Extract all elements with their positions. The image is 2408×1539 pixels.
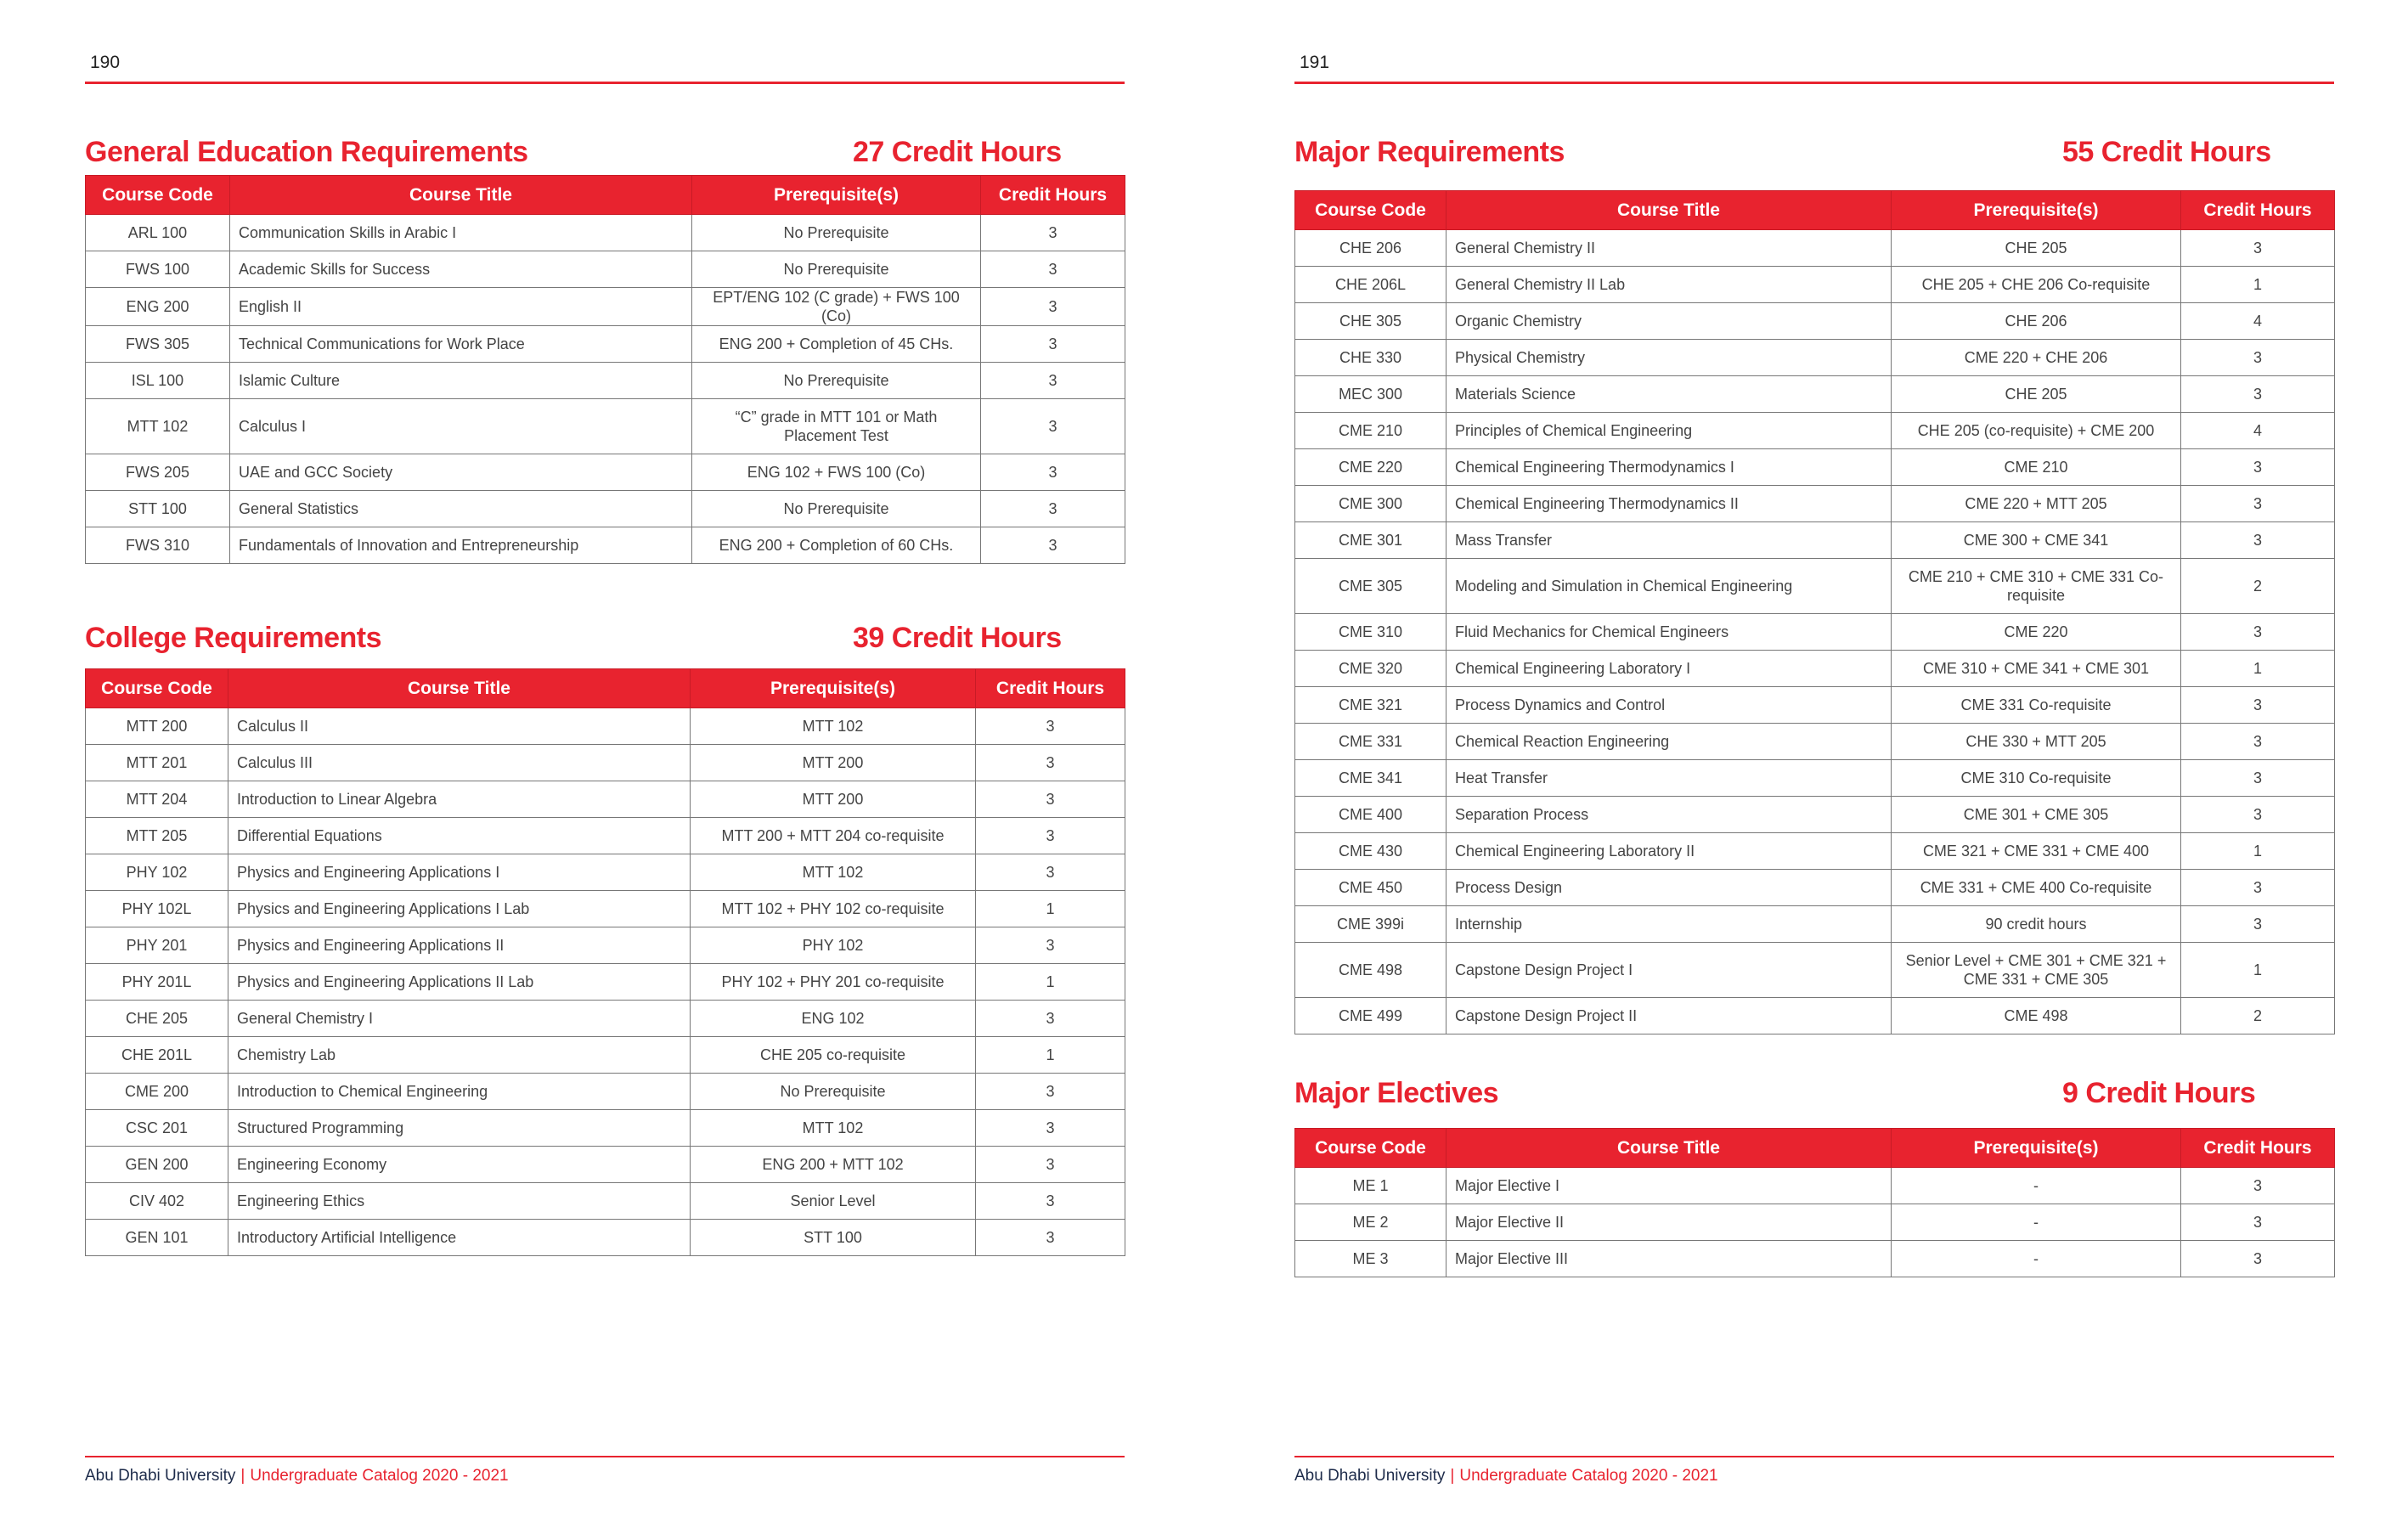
cell-course-title: Fluid Mechanics for Chemical Engineers [1446, 614, 1892, 651]
table-row [86, 454, 1125, 491]
cell-course-title: Heat Transfer [1446, 760, 1892, 797]
cell-credit-hours: 3 [2181, 1204, 2335, 1241]
cell-course-code: CME 320 [1295, 651, 1446, 687]
column-header-course-title: Course Title [1446, 191, 1892, 230]
table-row [86, 745, 1125, 781]
cell-course-code: CME 321 [1295, 687, 1446, 724]
section-title-electives: Major Electives [1294, 1077, 1499, 1109]
cell-credit-hours: 3 [981, 399, 1125, 454]
cell-course-code: CHE 205 [86, 1001, 228, 1037]
cell-course-title: Physical Chemistry [1446, 340, 1892, 376]
cell-course-code: STT 100 [86, 491, 230, 527]
table-row [86, 708, 1125, 745]
cell-credit-hours: 3 [2181, 760, 2335, 797]
table-row [86, 1001, 1125, 1037]
cell-credit-hours: 3 [976, 1110, 1125, 1147]
cell-course-code: FWS 310 [86, 527, 230, 564]
cell-course-code: CME 310 [1295, 614, 1446, 651]
cell-course-code: PHY 201 [86, 927, 228, 964]
cell-course-title: Engineering Ethics [228, 1183, 691, 1220]
cell-prerequisites: CHE 206 [1892, 303, 2181, 340]
cell-credit-hours: 3 [2181, 797, 2335, 833]
table-row [1295, 267, 2335, 303]
cell-course-title: Chemical Reaction Engineering [1446, 724, 1892, 760]
cell-course-title: Introductory Artificial Intelligence [228, 1220, 691, 1256]
cell-credit-hours: 1 [2181, 651, 2335, 687]
cell-course-code: MTT 102 [86, 399, 230, 454]
cell-credit-hours: 3 [976, 927, 1125, 964]
cell-course-code: ENG 200 [86, 288, 230, 326]
cell-course-title: General Chemistry II Lab [1446, 267, 1892, 303]
cell-prerequisites: EPT/ENG 102 (C grade) + FWS 100 (Co) [692, 288, 981, 326]
table-row [86, 527, 1125, 564]
cell-prerequisites: - [1892, 1168, 2181, 1204]
cell-course-title: Technical Communications for Work Place [230, 326, 692, 363]
cell-course-code: MTT 204 [86, 781, 228, 818]
table-row [86, 854, 1125, 891]
cell-prerequisites: CHE 205 [1892, 376, 2181, 413]
table-row [1295, 413, 2335, 449]
cell-prerequisites: PHY 102 [691, 927, 976, 964]
table-row [86, 326, 1125, 363]
cell-course-title: Process Dynamics and Control [1446, 687, 1892, 724]
cell-prerequisites: No Prerequisite [692, 363, 981, 399]
cell-prerequisites: No Prerequisite [691, 1074, 976, 1110]
cell-prerequisites: CME 321 + CME 331 + CME 400 [1892, 833, 2181, 870]
cell-course-code: CHE 305 [1295, 303, 1446, 340]
cell-prerequisites: CME 331 + CME 400 Co-requisite [1892, 870, 2181, 906]
cell-prerequisites: MTT 200 [691, 781, 976, 818]
column-header-course-title: Course Title [230, 176, 692, 215]
cell-course-code: CME 400 [1295, 797, 1446, 833]
cell-prerequisites: CME 310 Co-requisite [1892, 760, 2181, 797]
cell-course-code: GEN 101 [86, 1220, 228, 1256]
cell-course-title: General Statistics [230, 491, 692, 527]
cell-credit-hours: 3 [2181, 522, 2335, 559]
cell-prerequisites: MTT 200 + MTT 204 co-requisite [691, 818, 976, 854]
column-header-credit-hours: Credit Hours [981, 176, 1125, 215]
cell-course-title: Physics and Engineering Applications I [228, 854, 691, 891]
cell-prerequisites: CME 220 + CHE 206 [1892, 340, 2181, 376]
cell-credit-hours: 1 [2181, 267, 2335, 303]
cell-course-title: Academic Skills for Success [230, 251, 692, 288]
cell-credit-hours: 1 [976, 964, 1125, 1001]
cell-course-title: Structured Programming [228, 1110, 691, 1147]
table-row [1295, 687, 2335, 724]
cell-course-code: CSC 201 [86, 1110, 228, 1147]
section-credit-hours: 55 Credit Hours [2062, 136, 2271, 168]
cell-credit-hours: 3 [976, 708, 1125, 745]
cell-prerequisites: CME 498 [1892, 998, 2181, 1034]
cell-prerequisites: CHE 205 co-requisite [691, 1037, 976, 1074]
cell-course-code: PHY 201L [86, 964, 228, 1001]
cell-credit-hours: 1 [2181, 833, 2335, 870]
cell-prerequisites: MTT 102 [691, 854, 976, 891]
cell-course-title: Major Elective I [1446, 1168, 1892, 1204]
cell-course-title: Major Elective II [1446, 1204, 1892, 1241]
cell-credit-hours: 3 [2181, 1168, 2335, 1204]
cell-course-title: Modeling and Simulation in Chemical Engineering [1446, 559, 1892, 614]
footer-separator: | [240, 1467, 245, 1485]
cell-credit-hours: 3 [2181, 614, 2335, 651]
table-row [86, 1220, 1125, 1256]
column-header-course-title: Course Title [1446, 1129, 1892, 1168]
cell-course-title: Separation Process [1446, 797, 1892, 833]
cell-course-code: CHE 206L [1295, 267, 1446, 303]
footer-catalog: Undergraduate Catalog 2020 - 2021 [1459, 1467, 1718, 1485]
table-row [86, 1110, 1125, 1147]
column-header-course-code: Course Code [1295, 191, 1446, 230]
cell-prerequisites: CME 210 [1892, 449, 2181, 486]
table-row [86, 818, 1125, 854]
cell-credit-hours: 3 [981, 491, 1125, 527]
cell-prerequisites: CME 220 [1892, 614, 2181, 651]
cell-course-code: MTT 201 [86, 745, 228, 781]
column-header-prerequisites: Prerequisite(s) [691, 669, 976, 708]
cell-course-code: CME 220 [1295, 449, 1446, 486]
cell-course-code: CME 399i [1295, 906, 1446, 943]
cell-course-code: FWS 100 [86, 251, 230, 288]
cell-prerequisites: MTT 102 + PHY 102 co-requisite [691, 891, 976, 927]
cell-course-code: CME 430 [1295, 833, 1446, 870]
cell-credit-hours: 3 [981, 363, 1125, 399]
header-rule [1294, 82, 2334, 84]
cell-prerequisites: - [1892, 1204, 2181, 1241]
cell-credit-hours: 3 [2181, 340, 2335, 376]
cell-course-title: Engineering Economy [228, 1147, 691, 1183]
cell-course-title: Capstone Design Project II [1446, 998, 1892, 1034]
cell-course-code: CME 499 [1295, 998, 1446, 1034]
cell-course-code: CME 200 [86, 1074, 228, 1110]
cell-prerequisites: CME 301 + CME 305 [1892, 797, 2181, 833]
cell-prerequisites: CHE 205 (co-requisite) + CME 200 [1892, 413, 2181, 449]
cell-course-title: Organic Chemistry [1446, 303, 1892, 340]
cell-course-code: GEN 200 [86, 1147, 228, 1183]
column-header-course-title: Course Title [228, 669, 691, 708]
cell-prerequisites: Senior Level + CME 301 + CME 321 + CME 331 + CME 305 [1892, 943, 2181, 998]
table-row [1295, 303, 2335, 340]
cell-credit-hours: 3 [2181, 376, 2335, 413]
cell-prerequisites: MTT 102 [691, 1110, 976, 1147]
table-row [86, 363, 1125, 399]
cell-course-code: CME 305 [1295, 559, 1446, 614]
major-requirements-table [1294, 190, 2335, 1034]
footer-university: Abu Dhabi University [1294, 1467, 1446, 1485]
cell-course-title: Introduction to Linear Algebra [228, 781, 691, 818]
cell-course-code: CME 450 [1295, 870, 1446, 906]
cell-course-code: FWS 205 [86, 454, 230, 491]
cell-credit-hours: 3 [2181, 230, 2335, 267]
section-credit-hours: 27 Credit Hours [853, 136, 1062, 168]
column-header-prerequisites: Prerequisite(s) [1892, 191, 2181, 230]
table-row [86, 964, 1125, 1001]
table-row [1295, 340, 2335, 376]
cell-course-title: Capstone Design Project I [1446, 943, 1892, 998]
cell-credit-hours: 3 [981, 288, 1125, 326]
table-row [86, 215, 1125, 251]
cell-course-title: Physics and Engineering Applications I Lab [228, 891, 691, 927]
cell-prerequisites: No Prerequisite [692, 251, 981, 288]
cell-credit-hours: 3 [981, 251, 1125, 288]
cell-prerequisites: STT 100 [691, 1220, 976, 1256]
cell-credit-hours: 4 [2181, 413, 2335, 449]
cell-credit-hours: 3 [981, 527, 1125, 564]
cell-prerequisites: ENG 200 + Completion of 60 CHs. [692, 527, 981, 564]
catalog-page-right [1204, 0, 2408, 1539]
table-row [86, 1147, 1125, 1183]
table-row [1295, 230, 2335, 267]
cell-prerequisites: MTT 102 [691, 708, 976, 745]
cell-credit-hours: 3 [2181, 687, 2335, 724]
cell-course-code: CIV 402 [86, 1183, 228, 1220]
table-row [86, 781, 1125, 818]
cell-course-code: PHY 102 [86, 854, 228, 891]
cell-course-title: Communication Skills in Arabic I [230, 215, 692, 251]
cell-course-code: PHY 102L [86, 891, 228, 927]
cell-course-title: English II [230, 288, 692, 326]
cell-credit-hours: 3 [976, 854, 1125, 891]
page-footer [85, 1467, 509, 1485]
cell-course-code: CHE 201L [86, 1037, 228, 1074]
section-credit-hours: 39 Credit Hours [853, 622, 1062, 654]
cell-prerequisites: Senior Level [691, 1183, 976, 1220]
cell-course-title: Calculus II [228, 708, 691, 745]
table-row [1295, 559, 2335, 614]
cell-credit-hours: 3 [976, 1001, 1125, 1037]
table-row [1295, 376, 2335, 413]
section-title-general-education: General Education Requirements [85, 136, 528, 168]
footer-catalog: Undergraduate Catalog 2020 - 2021 [250, 1467, 509, 1485]
cell-course-title: Principles of Chemical Engineering [1446, 413, 1892, 449]
cell-course-code: ME 2 [1295, 1204, 1446, 1241]
table-row [86, 491, 1125, 527]
cell-credit-hours: 3 [981, 215, 1125, 251]
cell-credit-hours: 3 [976, 1147, 1125, 1183]
cell-course-title: Physics and Engineering Applications II [228, 927, 691, 964]
cell-prerequisites: MTT 200 [691, 745, 976, 781]
cell-credit-hours: 1 [2181, 943, 2335, 998]
footer-university: Abu Dhabi University [85, 1467, 236, 1485]
cell-course-code: CME 300 [1295, 486, 1446, 522]
cell-prerequisites: ENG 200 + MTT 102 [691, 1147, 976, 1183]
cell-credit-hours: 3 [976, 1074, 1125, 1110]
section-title-major: Major Requirements [1294, 136, 1565, 168]
cell-credit-hours: 3 [981, 454, 1125, 491]
cell-prerequisites: CHE 330 + MTT 205 [1892, 724, 2181, 760]
footer-rule [1294, 1456, 2334, 1457]
table-row [1295, 998, 2335, 1034]
page-number: 190 [90, 53, 121, 72]
cell-course-code: CME 341 [1295, 760, 1446, 797]
cell-course-code: CME 331 [1295, 724, 1446, 760]
cell-course-code: CHE 330 [1295, 340, 1446, 376]
cell-course-title: Chemical Engineering Laboratory II [1446, 833, 1892, 870]
column-header-prerequisites: Prerequisite(s) [1892, 1129, 2181, 1168]
table-row [1295, 651, 2335, 687]
section-credit-hours: 9 Credit Hours [2062, 1077, 2256, 1109]
cell-prerequisites: CME 331 Co-requisite [1892, 687, 2181, 724]
column-header-credit-hours: Credit Hours [976, 669, 1125, 708]
cell-course-code: FWS 305 [86, 326, 230, 363]
cell-course-title: Fundamentals of Innovation and Entrepreneurship [230, 527, 692, 564]
table-row [1295, 486, 2335, 522]
cell-credit-hours: 3 [2181, 870, 2335, 906]
cell-course-code: CME 210 [1295, 413, 1446, 449]
major-electives-table [1294, 1128, 2335, 1277]
cell-credit-hours: 3 [2181, 449, 2335, 486]
cell-prerequisites: - [1892, 1241, 2181, 1277]
cell-prerequisites: No Prerequisite [692, 215, 981, 251]
table-row [86, 288, 1125, 326]
cell-course-title: Calculus I [230, 399, 692, 454]
table-row [86, 891, 1125, 927]
cell-course-code: MTT 200 [86, 708, 228, 745]
cell-course-code: ARL 100 [86, 215, 230, 251]
section-title-college: College Requirements [85, 622, 381, 654]
cell-credit-hours: 3 [976, 1183, 1125, 1220]
cell-credit-hours: 3 [976, 745, 1125, 781]
table-row [1295, 1241, 2335, 1277]
cell-credit-hours: 3 [976, 1220, 1125, 1256]
cell-prerequisites: “C” grade in MTT 101 or Math Placement Test [692, 399, 981, 454]
cell-course-code: ISL 100 [86, 363, 230, 399]
cell-course-code: MTT 205 [86, 818, 228, 854]
page-footer [1294, 1467, 1718, 1485]
cell-prerequisites: CHE 205 [1892, 230, 2181, 267]
cell-course-title: Mass Transfer [1446, 522, 1892, 559]
cell-course-title: UAE and GCC Society [230, 454, 692, 491]
cell-course-title: Chemistry Lab [228, 1037, 691, 1074]
cell-credit-hours: 2 [2181, 998, 2335, 1034]
cell-course-title: Differential Equations [228, 818, 691, 854]
page-number: 191 [1300, 53, 1330, 72]
cell-course-title: Islamic Culture [230, 363, 692, 399]
cell-credit-hours: 1 [976, 1037, 1125, 1074]
cell-course-title: General Chemistry II [1446, 230, 1892, 267]
cell-course-code: ME 1 [1295, 1168, 1446, 1204]
table-row [1295, 1204, 2335, 1241]
cell-prerequisites: PHY 102 + PHY 201 co-requisite [691, 964, 976, 1001]
table-row [86, 1183, 1125, 1220]
cell-course-title: Materials Science [1446, 376, 1892, 413]
cell-course-title: Chemical Engineering Laboratory I [1446, 651, 1892, 687]
cell-prerequisites: No Prerequisite [692, 491, 981, 527]
cell-credit-hours: 3 [2181, 1241, 2335, 1277]
table-row [1295, 522, 2335, 559]
cell-prerequisites: CHE 205 + CHE 206 Co-requisite [1892, 267, 2181, 303]
footer-rule [85, 1456, 1125, 1457]
table-row [86, 251, 1125, 288]
general-education-table [85, 175, 1125, 564]
table-row [86, 399, 1125, 454]
cell-course-title: Chemical Engineering Thermodynamics II [1446, 486, 1892, 522]
cell-prerequisites: ENG 102 + FWS 100 (Co) [692, 454, 981, 491]
cell-course-code: CME 498 [1295, 943, 1446, 998]
cell-course-code: CME 301 [1295, 522, 1446, 559]
cell-credit-hours: 3 [2181, 486, 2335, 522]
cell-credit-hours: 3 [976, 818, 1125, 854]
cell-course-title: General Chemistry I [228, 1001, 691, 1037]
cell-credit-hours: 3 [2181, 724, 2335, 760]
cell-prerequisites: CME 210 + CME 310 + CME 331 Co-requisite [1892, 559, 2181, 614]
cell-credit-hours: 3 [976, 781, 1125, 818]
cell-prerequisites: ENG 102 [691, 1001, 976, 1037]
column-header-credit-hours: Credit Hours [2181, 1129, 2335, 1168]
table-row [86, 1037, 1125, 1074]
table-row [1295, 614, 2335, 651]
cell-course-title: Physics and Engineering Applications II Lab [228, 964, 691, 1001]
table-row [1295, 797, 2335, 833]
header-rule [85, 82, 1125, 84]
table-row [1295, 906, 2335, 943]
cell-credit-hours: 3 [981, 326, 1125, 363]
cell-course-code: CHE 206 [1295, 230, 1446, 267]
cell-prerequisites: ENG 200 + Completion of 45 CHs. [692, 326, 981, 363]
table-row [86, 927, 1125, 964]
cell-prerequisites: CME 310 + CME 341 + CME 301 [1892, 651, 2181, 687]
table-row [1295, 833, 2335, 870]
footer-separator: | [1450, 1467, 1455, 1485]
cell-course-title: Calculus III [228, 745, 691, 781]
cell-course-code: MEC 300 [1295, 376, 1446, 413]
table-row [86, 1074, 1125, 1110]
cell-credit-hours: 1 [976, 891, 1125, 927]
table-row [1295, 870, 2335, 906]
cell-credit-hours: 2 [2181, 559, 2335, 614]
cell-course-title: Internship [1446, 906, 1892, 943]
table-row [1295, 760, 2335, 797]
cell-course-title: Process Design [1446, 870, 1892, 906]
cell-prerequisites: 90 credit hours [1892, 906, 2181, 943]
cell-credit-hours: 3 [2181, 906, 2335, 943]
column-header-prerequisites: Prerequisite(s) [692, 176, 981, 215]
table-row [1295, 724, 2335, 760]
cell-course-title: Major Elective III [1446, 1241, 1892, 1277]
cell-course-code: ME 3 [1295, 1241, 1446, 1277]
cell-credit-hours: 4 [2181, 303, 2335, 340]
column-header-course-code: Course Code [86, 176, 230, 215]
table-row [1295, 449, 2335, 486]
cell-course-title: Chemical Engineering Thermodynamics I [1446, 449, 1892, 486]
column-header-credit-hours: Credit Hours [2181, 191, 2335, 230]
table-row [1295, 943, 2335, 998]
table-row [1295, 1168, 2335, 1204]
cell-prerequisites: CME 220 + MTT 205 [1892, 486, 2181, 522]
college-requirements-table [85, 668, 1125, 1256]
cell-prerequisites: CME 300 + CME 341 [1892, 522, 2181, 559]
column-header-course-code: Course Code [1295, 1129, 1446, 1168]
cell-course-title: Introduction to Chemical Engineering [228, 1074, 691, 1110]
column-header-course-code: Course Code [86, 669, 228, 708]
